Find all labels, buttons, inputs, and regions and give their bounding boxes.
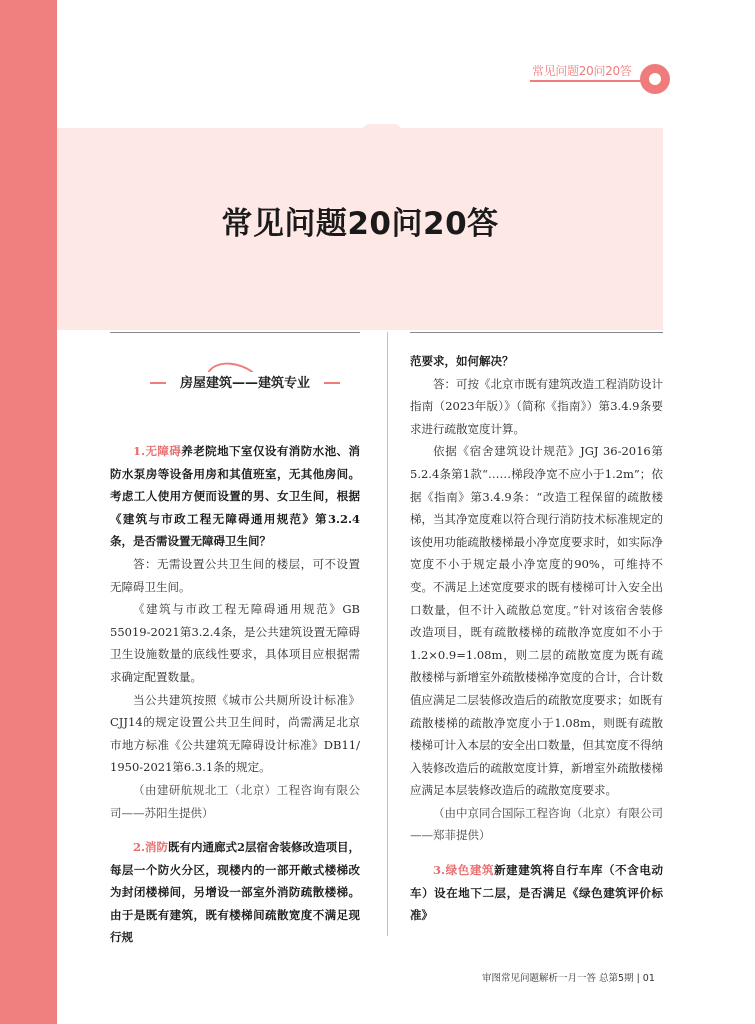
left-column	[110, 440, 360, 949]
question-text: 既有内通廊式2层宿舍装修改造项目，每层一个防火分区，现楼内的一部开敞式楼梯改为封闭楼梯间，另增设一部室外消防疏散楼梯。由于是既有建筑，既有楼梯间疏散宽度不满足现行规	[110, 840, 361, 945]
page-footer: 审图常见问题解析一月一答 总第5期 | 01	[482, 973, 655, 984]
section-title: 房屋建筑——建筑专业	[166, 372, 324, 391]
title-tab-decoration	[362, 124, 402, 138]
left-color-band	[0, 0, 57, 1024]
answer-paragraph: 《建筑与市政工程无障碍通用规范》GB 55019-2021第3.2.4条，是公共建筑设置无障碍卫生设施数量的底线性要求，具体项目应根据需求确定配置数量。	[110, 602, 360, 684]
answer-paragraph: 依据《宿舍建筑设计规范》JGJ 36-2016第5.2.4条第1款“……梯段净宽不应小于1.2m”；依据《指南》第3.4.9条：“改造工程保留的疏散楼梯，当其净宽度难以符合现行消防技术标准规定的该使用功能疏散楼梯最小净宽度要求时，如实际净宽度不小于规定最小净宽度的90%，可维持不变。不满足上述宽度要求的既有楼梯可计入安全出口数量，但不计入疏散总宽度。”针对该宿舍装修改造项目，既有疏散楼梯的疏散净宽度如不小于1.2×0.9=1.08m，则二层的疏散宽度为既有疏散楼梯与新增室外疏散楼梯净宽度的合计，合计数值应满足二层装修改造后的疏散宽度要求；如既有疏散楼梯的疏散净宽度小于1.08m，则既有疏散楼梯可计入本层的安全出口数量，但其宽度不得纳入装修改造后的疏散宽度计算，新增室外疏散楼梯应满足本层装修改造后的疏散宽度要求。	[410, 444, 663, 798]
question-2	[110, 836, 360, 949]
question-text: 新建建筑将自行车库（不含电动车）设在地下二层，是否满足《绿色建筑评价标准》	[410, 863, 663, 923]
source-credit: （由中京同合国际工程咨询（北京）有限公司——郑菲提供）	[410, 805, 663, 843]
column-separator	[387, 332, 388, 936]
right-column	[410, 350, 663, 927]
running-header: 常见问题20问20答	[532, 64, 632, 78]
question-tag: 2.消防	[133, 840, 169, 855]
page-title: 常见问题20问20答	[221, 206, 499, 242]
section-heading	[150, 364, 340, 400]
circle-icon	[640, 64, 670, 94]
question-3	[410, 859, 663, 927]
question-text: 养老院地下室仅设有消防水池、消防水泵房等设备用房和其值班室，无其他房间。考虑工人使用方便而设置的男、女卫生间，根据《建筑与市政工程无障碍通用规范》第3.2.4条，是否需设置无障碍卫生间？	[110, 444, 360, 549]
answer-paragraph: 答：无需设置公共卫生间的楼层，可不设置无障碍卫生间。	[110, 556, 360, 594]
answer-paragraph: 当公共建筑按照《城市公共厕所设计标准》CJJ14的规定设置公共卫生间时，尚需满足北京市地方标准《公共建筑无障碍设计标准》DB11/ 1950-2021第6.3.1条的规定。	[110, 692, 360, 775]
right-column-rule	[410, 332, 663, 333]
left-column-rule	[110, 332, 360, 333]
question-continuation: 范要求，如何解决？	[410, 354, 514, 368]
question-1	[110, 440, 360, 553]
source-credit: （由建研航规北工（北京）工程咨询有限公司——苏阳生提供）	[110, 782, 360, 820]
question-tag: 3.绿色建筑	[433, 863, 495, 878]
question-tag: 1.无障碍	[133, 444, 182, 458]
answer-paragraph: 答：可按《北京市既有建筑改造工程消防设计指南（2023年版）》（简称《指南》）第3.4.9条要求进行疏散宽度计算。	[410, 376, 663, 436]
